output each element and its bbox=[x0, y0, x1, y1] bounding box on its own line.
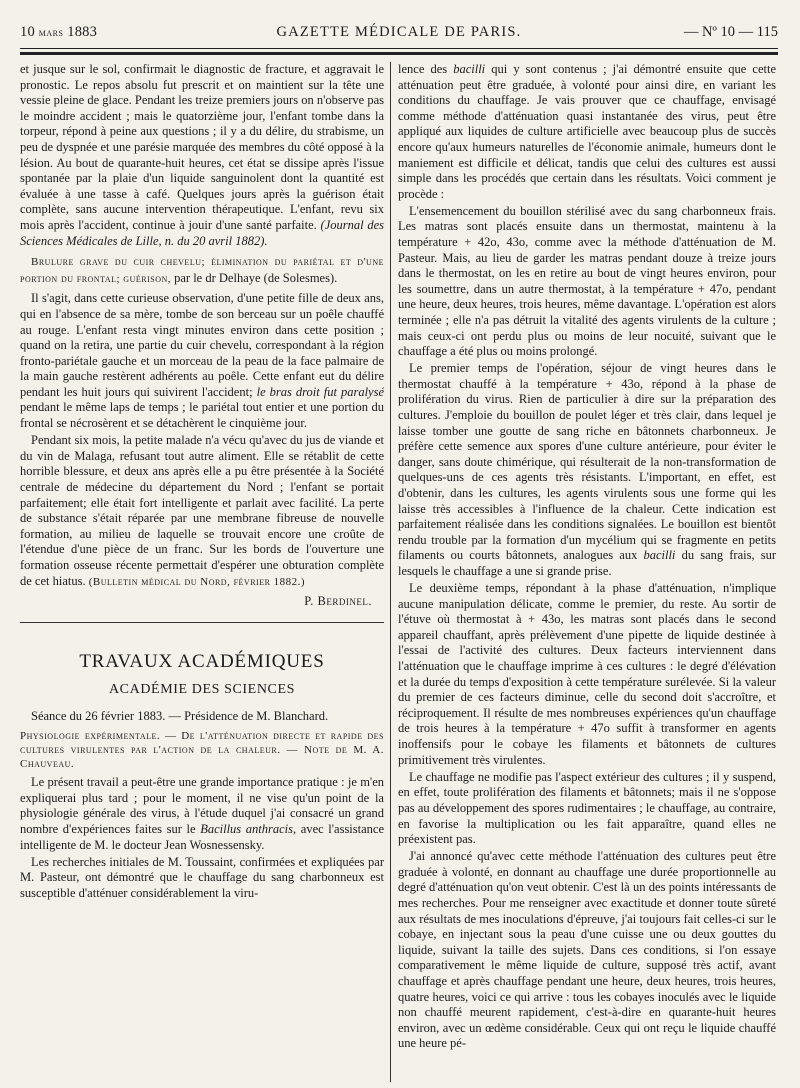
column-divider bbox=[390, 62, 391, 1082]
paragraph-text: Le présent travail a peut-être une grande importance pratique : je m'en expliquerai plus tard ; pour le moment, il ne vise qu'un point de la physiologie générale des virus, à l'étude duquel j'ai consacré un grand nombre d'expériences faites sur le bbox=[20, 775, 384, 837]
paragraph-text: Il s'agit, dans cette curieuse observation, d'une petite fille de deux ans, qui en l'absence de sa mère, tombe de son berceau sur un poêle chauffé au rouge. L'enfant resta vingt minutes environ dans cette position ; quand on la retira, une partie du cuir chevelu, correspondant à la région fronto-pariétale gauche et un morceau de la peau de la face palmaire de la main gauche restèrent adhérents au poêle. Cette enfant eut du délire pendant les huit jours qui suivirent l'accident; bbox=[20, 291, 384, 399]
italic-text: bacilli bbox=[453, 62, 486, 76]
paragraph-text: Pendant six mois, la petite malade n'a vécu qu'avec du jus de viande et du vin de Malaga, refusant tout autre aliment. Elle se rétablit de cette horrible blessure, et deux ans après elle a pu être présentée à la Société centrale de médecine du département du Nord ; l'enfant se portait parfaitement; elle était fort intelligente et parlait avec facilité. La perte de substance s'était réparée par une membrane fibreuse de nouvelle formation, au milieu de laquelle se trouvait encore une croûte de l'étendue d'une pièce de un franc. Sur les bords de l'ouverture une formation osseuse récente permettait d'espérer une obturation complète de cet hiatus. bbox=[20, 433, 384, 588]
header-rule-thick bbox=[20, 52, 778, 55]
date-year: 1883 bbox=[67, 24, 98, 40]
paragraph-text: Le premier temps de l'opération, séjour de vingt heures dans le thermostat chauffé à la température + 43o, répond à la phase de prolifération du virus. Rien de particulier à dire sur la préparation des cultures. J'emploie du bouillon de poulet léger et très clair, dans lequel je laisse tomber une goutte de sang riche en bâtonnets charbonneux. Je préfère cette semence aux spores d'une culture antérieure, pour éviter le danger, sans doute chimérique, qui résulterait de la non-transformation de quelques-uns de ces agents très résistants. L'important, en effet, est d'obtenir, dans les cultures, les agents virulents sous une forme qui les laisse très accessibles à l'influence de la chaleur. Cette indication est parfaitement réalisée dans les conditions signalées. Le bouillon est bientôt rendu trouble par la formation d'un mycélium qui se fragmente en petits filaments ou courts bâtonnets, analogues aux bbox=[398, 361, 776, 563]
right-column bbox=[398, 62, 776, 1082]
paragraph-text: Le chauffage ne modifie pas l'aspect extérieur des cultures ; il y suspend, en effet, toute prolifération des filaments et bâtonnets; mais il ne s'oppose pas au développement des spores rudimentaires ; le chauffage, au contraire, en favorise la multiplication ou les fait apparaître, quand elles ne préexistent pas. bbox=[398, 769, 776, 847]
issue-page-number: — Nº 10 — 115 bbox=[683, 24, 778, 40]
paragraph bbox=[398, 204, 776, 360]
italic-text: le bras droit fut paralysé bbox=[256, 384, 384, 399]
paragraph bbox=[398, 361, 776, 579]
paragraph bbox=[398, 770, 776, 848]
paragraph-text: qui y sont contenus ; j'ai démontré ensuite que cette atténuation peut être graduée, à volonté pour ainsi dire, en variant les conditions du chauffage. Je vais prouver que ce chauffage, envisagé comme méthode d'atténuation quasi instantanée des virus, peut être appliqué aux liquides de culture artificielle avec beaucoup plus de succès encore qu'aux humeurs naturelles de l'économie animale, humeurs dont le maniement est difficile et délicat, tandis que celui des cultures est aussi simple dans les procédés que certain dans les résultats. Voici comment je procède : bbox=[398, 62, 776, 201]
section-subtitle: ACADÉMIE DES SCIENCES bbox=[108, 681, 296, 697]
paragraph-text: , avec l'assistance intelligente de M. le docteur Jean Wosnessensky. bbox=[20, 822, 384, 852]
italic-text: bacilli bbox=[643, 548, 676, 563]
article-heading bbox=[20, 729, 384, 771]
section-title: TRAVAUX ACADÉMIQUES bbox=[79, 650, 325, 672]
case-heading-author: par le dr Delhaye (de Solesmes). bbox=[174, 270, 338, 285]
paragraph-text: J'ai annoncé qu'avec cette méthode l'atténuation des cultures peut être graduée à volonté, en donnant au chauffage une durée proportionnelle au degré d'atténuation qu'on veut obtenir. C'est là un des points intéressants de mes recherches. Pour me renseigner avec exactitude et donner toute sûreté aux résultats de mes inoculations d'épreuve, j'ai toujours fait celles-ci sur le cobaye, en injectant sous la peau d'une cuisse une ou deux gouttes du liquide, suivant la taille des sujets. Dans ces conditions, si l'on essaye comparativement le même liquide de culture, supposé très actif, avant chauffage et après chauffage pendant une heure, deux heures, trois heures, quatre heures, voici ce qui arrive : tous les cobayes inoculés avec le liquide non chauffé meurent rapidement, c'est-à-dire en quarante-huit heures environ, avec un œdème considérable. Ceux qui ont reçu le liquide chauffé une heure pé- bbox=[398, 849, 776, 1051]
paragraph-text: L'ensemencement du bouillon stérilisé avec du sang charbonneux frais. Les matras sont placés ensuite dans un thermostat, maintenu à la température + 42o, 43o, comme avec la méthode d'atténuation de M. Pasteur. Mais, au lieu de garder les matras pendant douze à treize jours dans le thermostat, on les en retire au bout de vingt heures environ, pour les soumettre, dans un autre thermostat, à la température + 47o, pendant une heure, deux heures, trois heures, même davantage. L'opération est alors terminée ; elle n'a pas détruit la vitalité des agents virulents de la culture ; mais ceux-ci ont perdu plus ou moins de leur nocuité, suivant que le chauffage a été plus ou moins prolongé. bbox=[398, 203, 776, 359]
paragraph bbox=[398, 849, 776, 1052]
paragraph-text: et jusque sur le sol, confirmait le diagnostic de fracture, et aggravait le pronostic. Le repos absolu fut prescrit et on maintient sur la tête une vessie pleine de glace. Pendant les treize premiers jours on n'observe pas le moindre accident ; mais le quatorzième jour, l'enfant tombe dans la torpeur, répond à peine aux questions ; il y a du délire, du strabisme, un peu de dyspnée et une parésie marquée des membres du côté opposé à la lésion. Au bout de quarante-huit heures, cet état se dissipe après l'issue spontanée par la plaie d'un liquide sanguinolent dont la quantité est évaluée à une tasse à café. Quelques jours après la guérison était complète, sans aucune intervention thérapeutique. L'enfant, revu six mois après l'accident, continue à jouir d'une santé parfaite. bbox=[20, 62, 384, 232]
journal-title: GAZETTE MÉDICALE DE PARIS. bbox=[276, 24, 522, 40]
paragraph-text: pendant le même laps de temps ; le pariétal tout entier et une portion du frontal se nécrosèrent et se détachèrent le cinquième jour. bbox=[20, 400, 384, 431]
paragraph-text: Les recherches initiales de M. Toussaint, confirmées et expliquées par M. Pasteur, ont démontré que le chauffage du sang charbonneux est susceptible d'atténuer considérablement la viru- bbox=[20, 854, 384, 900]
paragraph bbox=[20, 775, 384, 853]
page-header bbox=[20, 22, 778, 46]
header-rule-thin bbox=[20, 48, 778, 49]
paragraph-text: Le deuxième temps, répondant à la phase d'atténuation, n'implique aucune manipulation délicate, comme le premier, du reste. Au sortir de l'étuve où thermostat à + 43o, les matras sont placés dans le second appareil chauffant, après prélèvement d'une pipette de liquide destinée à l'essai de l'activité des cultures. Deux facteurs interviennent dans l'atténuation que le chauffage imprime à ces cultures : le degré d'élévation et la durée du temps d'exposition à cette température surélevée. Si la valeur du premier de ces facteurs diminue, celle du second doit s'accroître, et réciproquement. Il résulte de mes nombreuses expériences qu'un chauffage de trois heures à la température + 47o suffit à transformer en agents inoffensifs pour le cobaye les filaments et bâtonnets de cultures primitivement très virulentes. bbox=[398, 581, 776, 767]
case-heading bbox=[20, 254, 384, 287]
paragraph-text: lence des bbox=[398, 62, 448, 76]
paragraph bbox=[20, 855, 384, 902]
paragraph-text: du sang frais, sur lesquels le chauffage a une si grande prise. bbox=[398, 548, 776, 578]
paragraph bbox=[20, 291, 384, 431]
date-month: mars bbox=[38, 27, 64, 39]
source-citation: (Journal des Sciences Médicales de Lille, n. du 20 avril 1882). bbox=[20, 217, 384, 248]
signature-text: P. Berdinel. bbox=[304, 594, 372, 609]
paragraph bbox=[398, 62, 776, 202]
left-column bbox=[20, 62, 384, 1082]
section-divider bbox=[20, 622, 384, 623]
case-heading-title: Brulure grave du cuir chevelu; élimination du pariétal et d'une portion du frontal; guérison, bbox=[20, 256, 384, 285]
article-heading-text: Physiologie expérimentale. — De l'atténuation directe et rapide des cultures virulentes par l'action de la chaleur. — Note de M. A. Chauveau. bbox=[20, 730, 384, 771]
italic-text: Bacillus anthracis bbox=[200, 822, 294, 837]
signature bbox=[20, 594, 372, 610]
source-citation: (Bulletin médical du Nord, février 1882.) bbox=[88, 575, 306, 588]
paragraph bbox=[20, 433, 384, 590]
session-line: Séance du 26 février 1883. — Présidence de M. Blanchard. bbox=[31, 708, 329, 723]
paragraph bbox=[20, 62, 384, 249]
date-day: 10 bbox=[20, 24, 35, 40]
paragraph bbox=[398, 581, 776, 768]
